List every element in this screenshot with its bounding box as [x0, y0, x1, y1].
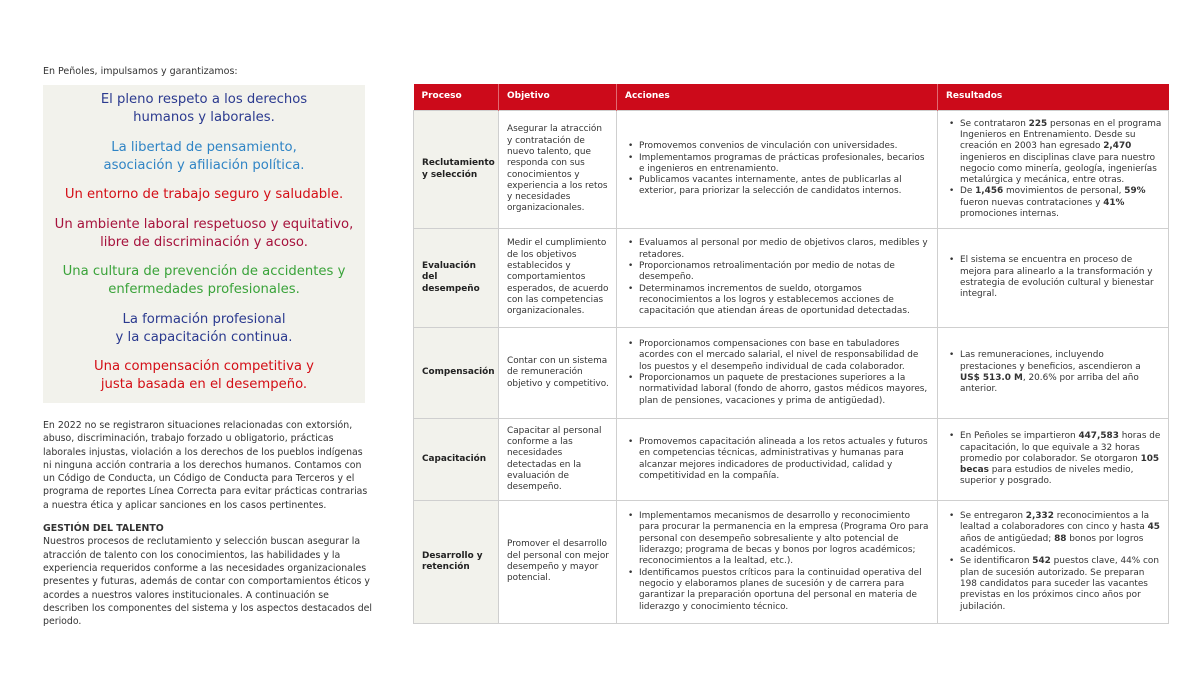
result-item: • En Peñoles se impartieron 447,583 horas de capacitación, lo que equivale a 32 horas promedio por colaborador. Se otorgaron 105 becas para estudios de niveles medio, superior y posgrado.: [946, 431, 1162, 487]
result-item: • Se contrataron 225 personas en el programa Ingenieros en Entrenamiento. Desde su creación en 2003 han egresado 2,470 ingenieros en disciplinas clave para nuestro negocio como minería, geología, ingenierías metalúrgica y mecánica, entre otras.: [946, 119, 1162, 187]
action-item: • Identificamos puestos críticos para la continuidad operativa del negocio y elaboramos planes de sucesión y de carrera para garantizar la preparación oportuna del personal en materia de liderazgo y conocimiento técnico.: [625, 568, 931, 613]
actions-cell: [617, 229, 938, 328]
body-text: [43, 419, 373, 628]
objective-cell: Asegurar la atracción y contratación de nuevo talento, que responda con sus conocimientos y experiencia a los retos y necesidades organizacionales.: [499, 111, 617, 229]
principle-line: Una cultura de prevención de accidentes y: [62, 264, 346, 279]
action-item: • Publicamos vacantes internamente, antes de publicarlas al exterior, para priorizar la selección de candidatos internos.: [625, 175, 931, 198]
action-item: • Promovemos convenios de vinculación con universidades.: [625, 141, 931, 152]
result-item: • El sistema se encuentra en proceso de mejora para alinearlo a la transformación y estrategia de evolución cultural y bienestar integral.: [946, 255, 1162, 300]
actions-cell: [617, 111, 938, 229]
principle-line: Un entorno de trabajo seguro y saludable.: [64, 187, 344, 202]
process-cell: Desarrollo y retención: [414, 501, 499, 624]
principle-line: Una compensación competitiva y: [94, 359, 314, 374]
table-row: [414, 229, 1169, 328]
section-heading: GESTIÓN DEL TALENTO: [43, 523, 164, 535]
principle-freedom: [43, 139, 365, 175]
actions-cell: [617, 419, 938, 501]
action-item: • Proporcionamos compensaciones con base en tabuladores acordes con el mercado salarial, el nivel de responsabilidad de los puestos y el desempeño individual de cada colaborador.: [625, 339, 931, 373]
process-cell: Reclutamiento y selección: [414, 111, 499, 229]
actions-cell: [617, 328, 938, 419]
result-item: • Se identificaron 542 puestos clave, 44% con plan de sucesión autorizado. Se preparan 198 candidatos para suceder las vacantes previstas en los próximos cinco años por jubilación.: [946, 556, 1162, 612]
actions-cell: [617, 501, 938, 624]
action-item: • Promovemos capacitación alineada a los retos actuales y futuros en competencias técnicas, administrativas y humanas para alcanzar mejores indicadores de productividad, calidad y competitividad en la compañía.: [625, 437, 931, 482]
table-row: [414, 501, 1169, 624]
talent-paragraph: Nuestros procesos de reclutamiento y selección buscan asegurar la atracción de talento con los conocimientos, las habilidades y la experiencia requeridos conforme a las necesidades organizacionales presentes y futuras, además de contar con comportamientos éticos y acordes a nuestros valores institucionales. A continuación se describen los componentes del sistema y los aspectos destacados del periodo.: [43, 536, 373, 628]
objective-cell: Capacitar al personal conforme a las necesidades detectadas en la evaluación de desempeño.: [499, 419, 617, 501]
objective-cell: Promover el desarrollo del personal con mejor desempeño y mayor potencial.: [499, 501, 617, 624]
process-cell: Capacitación: [414, 419, 499, 501]
results-cell: [938, 229, 1169, 328]
principle-training: [43, 311, 365, 347]
action-item: • Determinamos incrementos de sueldo, otorgamos reconocimientos a los logros y establecemos acciones de capacitación que atiendan áreas de oportunidad detectadas.: [625, 284, 931, 318]
objective-cell: Contar con un sistema de remuneración objetivo y competitivo.: [499, 328, 617, 419]
results-cell: [938, 419, 1169, 501]
process-cell: Compensación: [414, 328, 499, 419]
process-cell: Evaluación del desempeño: [414, 229, 499, 328]
results-cell: [938, 501, 1169, 624]
results-cell: [938, 328, 1169, 419]
table-header-row: [414, 84, 1169, 111]
action-item: • Implementamos mecanismos de desarrollo y reconocimiento para procurar la permanencia en la empresa (Programa Oro para personal con desempeño sobresaliente y alto potencial de liderazgo; programa de becas y bonos por logros académicos; reconocimientos a la lealtad, etc.).: [625, 511, 931, 567]
principle-human-rights: [43, 91, 365, 127]
compliance-paragraph: En 2022 no se registraron situaciones relacionadas con extorsión, abuso, discriminación, trabajo forzado u obligatorio, prácticas laborales injustas, violación a los derechos de los pueblos indígenas ni ninguna acción contraria a los derechos humanos. Contamos con un Código de Conducta, un Código de Conducta para Terceros y el programa de reportes Línea Correcta para evitar prácticas contrarias a nuestra ética y aplicar sanciones en los casos pertinentes.: [43, 420, 368, 511]
action-item: • Proporcionamos retroalimentación por medio de notas de desempeño.: [625, 261, 931, 284]
principle-safe-environment: [43, 186, 365, 204]
principle-line: El pleno respeto a los derechos: [100, 92, 308, 107]
principle-line: humanos y laborales.: [133, 110, 275, 125]
table-row: [414, 328, 1169, 419]
result-item: • Se entregaron 2,332 reconocimientos a la lealtad a colaboradores con cinco y hasta 45 años de antigüedad; 88 bonos por logros académicos.: [946, 511, 1162, 556]
header-objetivo: Objetivo: [499, 84, 617, 111]
principle-line: La formación profesional: [122, 311, 286, 327]
principle-line: justa basada en el desempeño.: [100, 377, 308, 392]
table-row: [414, 111, 1169, 229]
action-item: • Evaluamos al personal por medio de objetivos claros, medibles y retadores.: [625, 238, 931, 261]
principle-line: Un ambiente laboral respetuoso y equitativo,: [54, 216, 354, 232]
principle-prevention-culture: [43, 263, 365, 299]
principle-line: La libertad de pensamiento,: [111, 139, 297, 155]
result-item: • Las remuneraciones, incluyendo prestaciones y beneficios, ascendieron a US$ 513.0 M, 20.6% por arriba del año anterior.: [946, 350, 1162, 395]
table-row: [414, 419, 1169, 501]
principle-compensation: [43, 358, 365, 394]
objective-cell: Medir el cumplimiento de los objetivos establecidos y comportamientos esperados, de acuerdo con las competencias organizacionales.: [499, 229, 617, 328]
result-item: • De 1,456 movimientos de personal, 59% fueron nuevas contrataciones y 41% promociones internas.: [946, 186, 1162, 220]
header-proceso: Proceso: [414, 84, 499, 111]
intro-text: En Peñoles, impulsamos y garantizamos:: [43, 66, 238, 77]
header-acciones: Acciones: [617, 84, 938, 111]
header-resultados: Resultados: [938, 84, 1169, 111]
principles-box: [43, 85, 365, 403]
principle-line: libre de discriminación y acoso.: [100, 234, 308, 250]
results-cell: [938, 111, 1169, 229]
principle-respectful-environment: [43, 216, 365, 252]
talent-management-table: [413, 84, 1169, 624]
principle-line: y la capacitación continua.: [115, 329, 293, 345]
principle-line: asociación y afiliación política.: [103, 157, 305, 173]
principle-line: enfermedades profesionales.: [108, 282, 300, 297]
action-item: • Implementamos programas de prácticas profesionales, becarios e ingenieros en entrenamiento.: [625, 153, 931, 176]
action-item: • Proporcionamos un paquete de prestaciones superiores a la normatividad laboral (fondo de ahorro, gastos médicos mayores, plan de pensiones, vacaciones y prima de antigüedad).: [625, 373, 931, 407]
